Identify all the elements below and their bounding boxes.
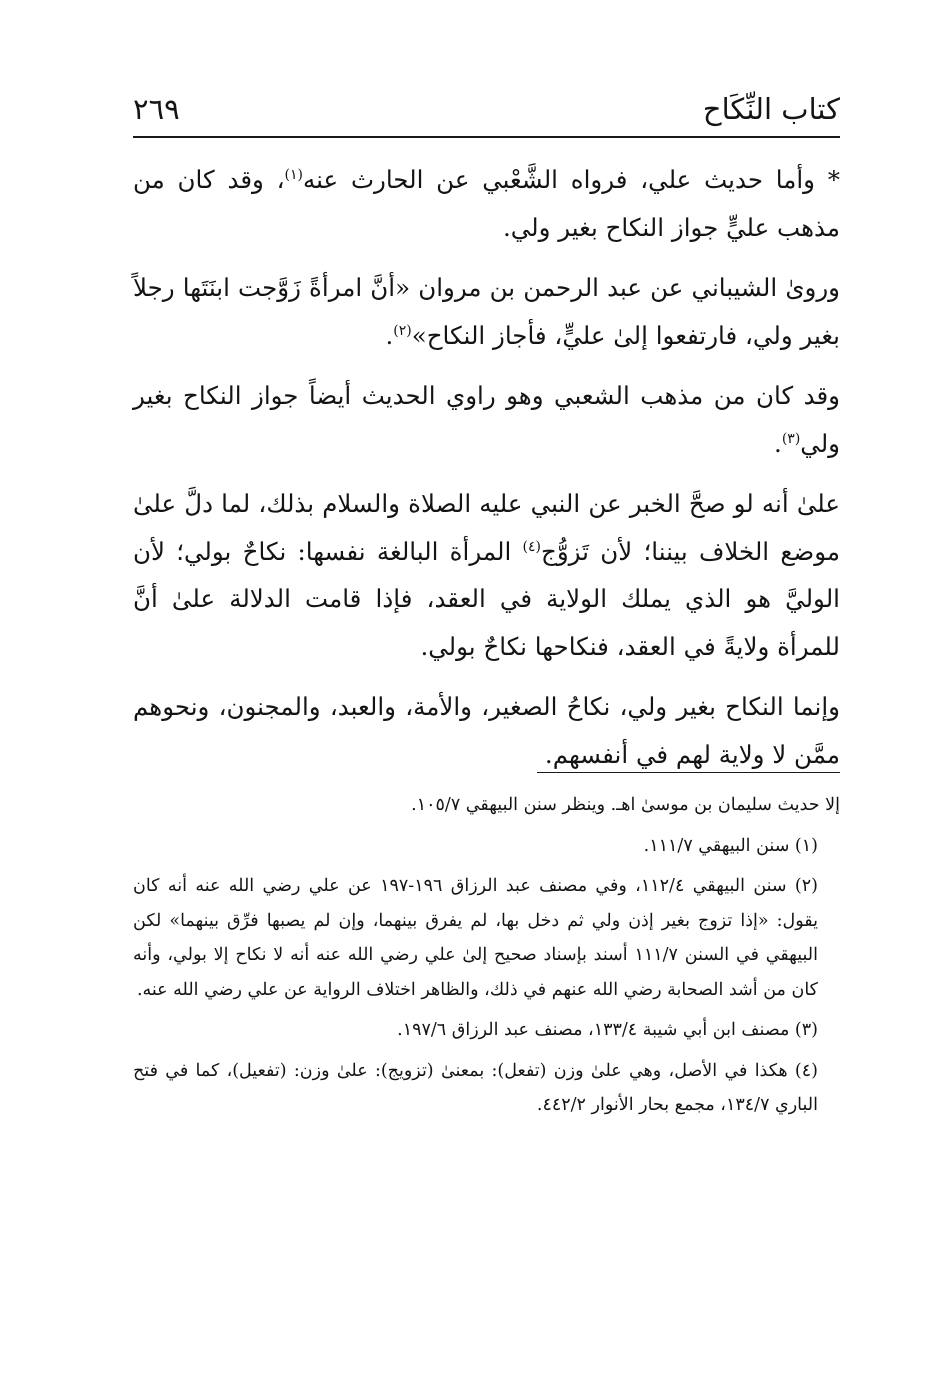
running-header: [133, 88, 840, 138]
main-text: [133, 156, 840, 791]
chapter-title: كتاب النِّكَاح: [702, 92, 840, 126]
paragraph-text: وإنما النكاح بغير ولي، نكاحُ الصغير، والأمة، والعبد، والمجنون، ونحوهم ممَّن لا ولاية لهم في أنفسهم.: [133, 692, 840, 769]
footnote-divider: [537, 772, 840, 773]
paragraph-text: المرأة البالغة نفسها: نكاحٌ بولي؛ لأن الوليَّ هو الذي يملك الولاية في العقد، فإذا قامت الدلالة علىٰ أنَّ للمرأة ولايةً في العقد، فنكاحها نكاحٌ بولي.: [133, 536, 840, 661]
footnotes: [133, 788, 840, 1129]
footnote-4: (٤) هكذا في الأصل، وهي علىٰ وزن (تفعل): بمعنىٰ (تزويج): علىٰ وزن: (تفعيل)، كما في فتح الباري ١٣٤/٧، مجمع بحار الأنوار ٤٤٢/٢.: [133, 1060, 818, 1115]
paragraph-text: وقد كان من مذهب الشعبي وهو راوي الحديث أيضاً جواز النكاح بغير ولي: [133, 381, 840, 458]
footnote-3: (٣) مصنف ابن أبي شيبة ١٣٣/٤، مصنف عبد الرزاق ١٩٧/٦.: [397, 1020, 818, 1040]
paragraph-text: علىٰ أنه لو صحَّ الخبر عن النبي عليه الصلاة والسلام بذلك، لما دلَّ علىٰ موضع الخلاف بيننا؛ لأن تَزوُّج: [133, 489, 840, 566]
paragraph-text: * وأما حديث علي، فرواه الشَّعْبي عن الحارث عنه: [303, 165, 840, 194]
paragraph-text: ورویٰ الشيباني عن عبد الرحمن بن مروان «أنَّ امرأةً زَوَّجت ابنَتَها رجلاً بغير ولي، فارتفعوا إلىٰ عليٍّ، فأجاز النكاح»: [133, 273, 840, 350]
page-number: ٢٦٩: [133, 92, 180, 126]
footnote-2: (٢) سنن البيهقي ١١٢/٤، وفي مصنف عبد الرزاق ١٩٦-١٩٧ عن علي رضي الله عنه أنه كان يقول: «إذا تزوج بغير إذن ولي ثم دخل بها، لم يفرق بينهما، وإن لم يصبها فرِّق بينهما» لكن البيهقي في السنن ١١١/٧ أسند بإسناد صحيح إلىٰ علي رضي الله عنه أنه لا نكاح إلا بولي، وأنه كان من أشد الصحابة رضي الله عنهم في ذلك، والظاهر اختلاف الرواية عن علي رضي الله عنه.: [133, 876, 819, 1000]
paragraph-argument: [133, 480, 840, 670]
footnote-ref: (٢): [393, 322, 412, 339]
paragraph-conclusion: [133, 683, 840, 778]
paragraph-shaybani: [133, 264, 840, 359]
footnote-1: (١) سنن البيهقي ١١١/٧.: [643, 835, 818, 856]
footnote-ref: (١): [284, 166, 304, 183]
paragraph-hadith-ali: [133, 156, 840, 251]
paragraph-text: .: [385, 320, 394, 350]
footnote-ref: (٣): [781, 430, 801, 447]
footnote-ref: (٤): [522, 538, 542, 555]
paragraph-text: ، وقد كان من مذهب عليٍّ جواز النكاح بغير ولي.: [133, 165, 840, 242]
footnote-continuation: إلا حديث سليمان بن موسىٰ اهـ. وينظر سنن البيهقي ١٠٥/٧.: [411, 795, 840, 815]
paragraph-shabi: [133, 372, 840, 467]
paragraph-text: .: [774, 428, 782, 458]
